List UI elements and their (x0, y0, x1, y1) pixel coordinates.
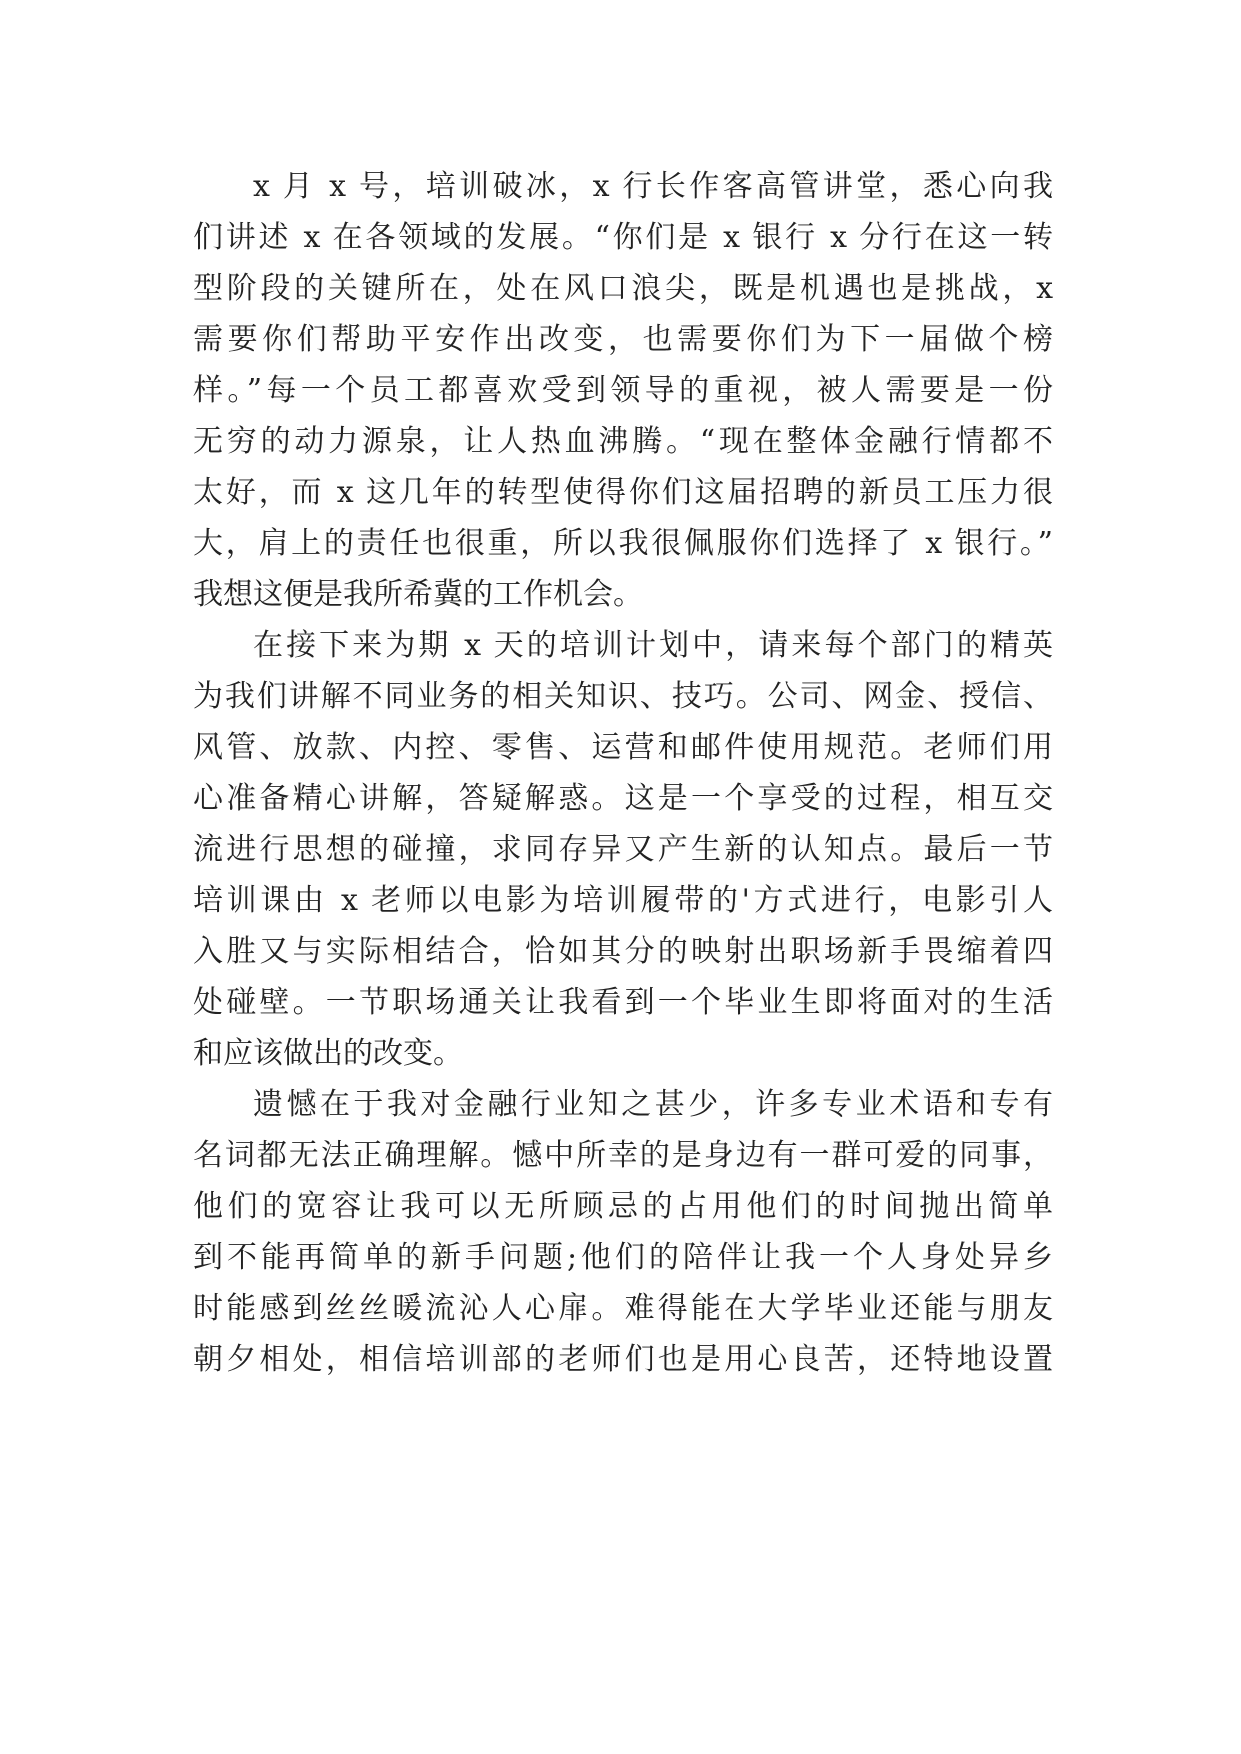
text-line: 在接下来为期 x 天的培训计划中，请来每个部门的精英 (253, 628, 1053, 663)
text-line: 大，肩上的责任也很重，所以我很佩服你们选择了 x 银行。” (193, 526, 1053, 561)
text-line: 为我们讲解不同业务的相关知识、技巧。公司、网金、授信、 (193, 679, 1053, 714)
text-line: 太好，而 x 这几年的转型使得你们这届招聘的新员工压力很 (193, 475, 1053, 510)
text-line: 们讲述 x 在各领域的发展。“你们是 x 银行 x 分行在这一转 (193, 220, 1053, 255)
text-line: 和应该做出的改变。 (193, 1036, 463, 1071)
text-line: 遗憾在于我对金融行业知之甚少，许多专业术语和专有 (253, 1087, 1053, 1122)
text-line: 流进行思想的碰撞，求同存异又产生新的认知点。最后一节 (193, 832, 1053, 867)
body-text (193, 161, 1053, 1385)
paragraph-2 (193, 620, 1053, 1079)
text-line: 无穷的动力源泉，让人热血沸腾。“现在整体金融行情都不 (193, 424, 1053, 459)
text-line: 他们的宽容让我可以无所顾忌的占用他们的时间抛出简单 (193, 1189, 1053, 1224)
text-line: 我想这便是我所希冀的工作机会。 (193, 577, 643, 612)
text-line: 时能感到丝丝暖流沁人心扉。难得能在大学毕业还能与朋友 (193, 1291, 1053, 1326)
text-line: 样。”每一个员工都喜欢受到领导的重视，被人需要是一份 (193, 373, 1053, 408)
text-line: 入胜又与实际相结合，恰如其分的映射出职场新手畏缩着四 (193, 934, 1053, 969)
text-line: 型阶段的关键所在，处在风口浪尖，既是机遇也是挑战，x (193, 271, 1053, 306)
text-line: 处碰壁。一节职场通关让我看到一个毕业生即将面对的生活 (193, 985, 1053, 1020)
paragraph-3 (193, 1079, 1053, 1385)
text-line: 名词都无法正确理解。憾中所幸的是身边有一群可爱的同事， (193, 1138, 1053, 1173)
text-line: 风管、放款、内控、零售、运营和邮件使用规范。老师们用 (193, 730, 1053, 765)
text-line: 培训课由 x 老师以电影为培训履带的'方式进行，电影引人 (193, 883, 1053, 918)
text-line: x 月 x 号，培训破冰，x 行长作客高管讲堂，悉心向我 (253, 169, 1053, 204)
text-line: 心准备精心讲解，答疑解惑。这是一个享受的过程，相互交 (193, 781, 1053, 816)
paragraph-1 (193, 161, 1053, 620)
text-line: 需要你们帮助平安作出改变，也需要你们为下一届做个榜 (193, 322, 1053, 357)
text-line: 到不能再简单的新手问题;他们的陪伴让我一个人身处异乡 (193, 1240, 1053, 1275)
text-line: 朝夕相处，相信培训部的老师们也是用心良苦，还特地设置 (193, 1342, 1053, 1377)
